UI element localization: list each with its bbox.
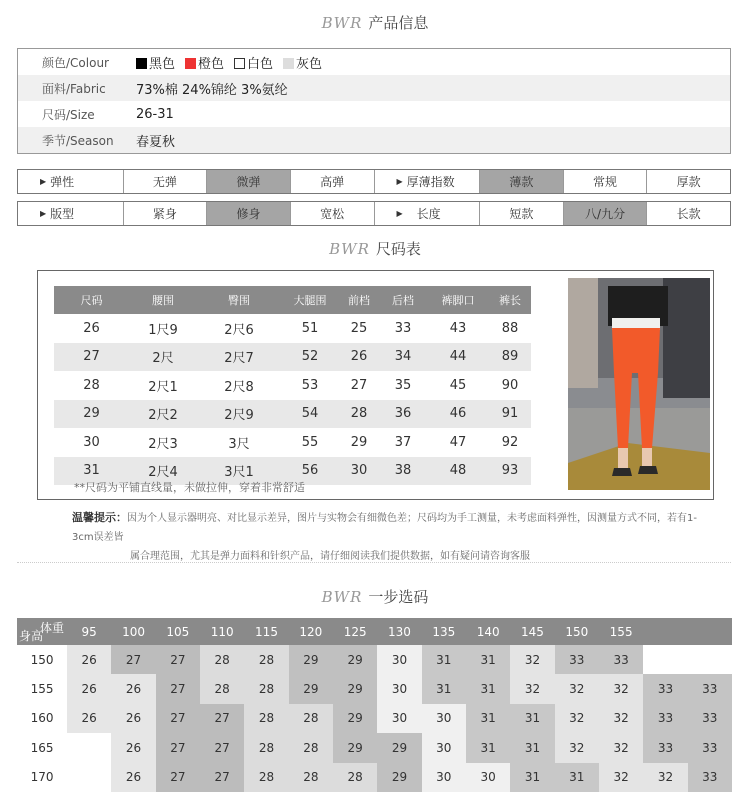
tip-line-1: 因为个人显示器明亮、对比显示差异，图片与实物会有细微色差；尺码均为手工测量，未考虑面料弹性，因测量方式不同，若有1-3cm误差皆 — [72, 513, 697, 543]
colour-swatch — [283, 58, 294, 69]
size-cell: 2尺9 — [197, 400, 281, 429]
season-value: 春夏秋 — [136, 134, 176, 150]
triangle-icon: ▶ — [396, 177, 403, 186]
fit-size-cell: 31 — [555, 763, 599, 792]
product-info-table — [17, 48, 731, 154]
fit-size-cell: 27 — [200, 763, 244, 792]
size-header-cell: 后档 — [379, 286, 427, 314]
fit-weight-cell: 140 — [466, 618, 510, 645]
size-header-cell: 大腿围 — [281, 286, 339, 314]
fit-weight-cell — [688, 618, 732, 645]
fit-size-cell — [643, 645, 687, 674]
size-chart-header — [54, 286, 531, 314]
fit-weight-cell: 110 — [200, 618, 244, 645]
fit-size-cell: 31 — [422, 674, 466, 703]
fit-size-cell: 30 — [377, 704, 421, 733]
fit-size-cell — [67, 733, 111, 762]
colour-item: 白色 — [234, 57, 273, 72]
size-cell: 45 — [449, 377, 467, 393]
size-cell: 2尺7 — [197, 343, 281, 372]
fit-size-cell: 31 — [466, 645, 510, 674]
size-row — [54, 371, 531, 400]
fit-size-cell: 30 — [377, 674, 421, 703]
size-cell: 89 — [489, 343, 531, 372]
fit-size-cell: 28 — [289, 763, 333, 792]
size-cell: 34 — [379, 343, 427, 372]
fit-weight-cell: 125 — [333, 618, 377, 645]
fit-weight-cell — [643, 618, 687, 645]
size-cell: 92 — [501, 434, 519, 450]
fit-size-cell: 27 — [111, 645, 155, 674]
fabric-row — [18, 75, 730, 101]
size-cell: 55 — [301, 434, 319, 450]
fit-row — [17, 763, 732, 792]
fit-row — [17, 674, 732, 703]
fit-size-cell: 28 — [200, 674, 244, 703]
fit-size-cell: 28 — [333, 763, 377, 792]
fit-size-cell: 27 — [156, 674, 200, 703]
attr-option: 无弹 — [124, 170, 208, 193]
attr-option: 宽松 — [291, 202, 375, 225]
fit-header-row — [17, 618, 732, 645]
info-section-title: BWR 产品信息 — [321, 14, 429, 32]
size-header-cell: 尺码 — [54, 286, 129, 314]
fit-size-cell — [688, 645, 732, 674]
attr-row-2 — [17, 201, 731, 226]
size-cell: 30 — [83, 434, 100, 450]
size-header-cell: 腰围 — [129, 286, 197, 314]
size-chart-table — [54, 286, 531, 485]
size-cell: 37 — [394, 434, 412, 450]
size-cell: 28 — [339, 400, 379, 429]
fit-height-cell: 165 — [17, 733, 67, 762]
size-row — [54, 314, 531, 343]
fit-size-cell: 29 — [377, 733, 421, 762]
fit-size-cell: 31 — [422, 645, 466, 674]
size-cell: 47 — [449, 434, 467, 450]
attr-row-1 — [17, 169, 731, 194]
fit-size-cell: 27 — [156, 704, 200, 733]
size-cell: 90 — [501, 377, 519, 393]
fit-size-cell: 26 — [67, 674, 111, 703]
size-cell: 2尺1 — [148, 379, 178, 395]
fit-weight-cell: 105 — [156, 618, 200, 645]
colour-swatch — [136, 58, 147, 69]
fit-size-cell: 28 — [244, 645, 288, 674]
fit-size-cell: 28 — [289, 733, 333, 762]
fit-height-cell: 155 — [17, 674, 67, 703]
fit-row — [17, 704, 732, 733]
triangle-icon: ▶ — [40, 209, 47, 218]
fit-size-cell: 31 — [510, 704, 554, 733]
attr-option: 厚款 — [676, 175, 701, 189]
colour-item: 黑色 — [136, 57, 175, 72]
fit-size-cell: 28 — [244, 733, 288, 762]
size-cell: 2尺2 — [129, 400, 197, 429]
fit-size-cell: 26 — [111, 733, 155, 762]
fit-size-cell: 28 — [244, 674, 288, 703]
size-cell: 53 — [301, 377, 319, 393]
fit-corner: 体重 身高 — [17, 618, 67, 645]
fit-section-title: BWR 一步选码 — [321, 588, 429, 606]
fit-weight-cell: 115 — [244, 618, 288, 645]
fit-size-cell: 26 — [111, 704, 155, 733]
size-cell: 38 — [379, 457, 427, 486]
fit-size-cell — [67, 763, 111, 792]
fit-size-cell: 31 — [466, 733, 510, 762]
fit-size-cell: 28 — [289, 704, 333, 733]
size-chart-box — [37, 270, 714, 500]
fit-size-cell: 26 — [111, 763, 155, 792]
fit-size-cell: 33 — [555, 645, 599, 674]
fit-weight-cell: 95 — [67, 618, 111, 645]
size-cell: 25 — [350, 320, 368, 336]
fit-size-cell: 29 — [333, 733, 377, 762]
fit-size-cell: 29 — [333, 645, 377, 674]
triangle-icon: ▶ — [396, 209, 403, 218]
attr-option-selected: 薄款 — [480, 170, 564, 193]
size-cell: 31 — [54, 457, 129, 486]
colour-swatch — [234, 58, 245, 69]
attr-option: 长款 — [676, 207, 701, 221]
fit-size-cell: 33 — [688, 674, 732, 703]
size-cell: 35 — [394, 377, 412, 393]
fit-height-cell: 170 — [17, 763, 67, 792]
fit-size-cell: 32 — [555, 674, 599, 703]
size-cell: 43 — [449, 320, 467, 336]
size-row — [54, 400, 531, 429]
fit-size-cell: 29 — [333, 674, 377, 703]
fit-size-cell: 27 — [200, 733, 244, 762]
fit-size-cell: 29 — [333, 704, 377, 733]
size-cell: 46 — [427, 400, 489, 429]
fit-size-cell: 29 — [377, 763, 421, 792]
attr-option: 高弹 — [291, 170, 375, 193]
fit-size-cell: 32 — [555, 704, 599, 733]
fit-size-cell: 28 — [244, 763, 288, 792]
size-header-cell: 前档 — [339, 286, 379, 314]
fit-size-cell: 33 — [688, 733, 732, 762]
size-cell: 27 — [54, 343, 129, 372]
fit-size-cell: 29 — [289, 645, 333, 674]
size-cell: 3尺1 — [197, 457, 281, 486]
fit-table — [17, 618, 732, 792]
size-cell: 91 — [489, 400, 531, 429]
size-cell: 29 — [54, 400, 129, 429]
attr-option-selected: 修身 — [207, 202, 291, 225]
size-cell: 56 — [281, 457, 339, 486]
fit-row — [17, 733, 732, 762]
size-cell: 26 — [83, 320, 100, 336]
size-cell: 52 — [281, 343, 339, 372]
fit-size-cell: 33 — [643, 674, 687, 703]
size-value: 26-31 — [136, 106, 174, 122]
attr-option-selected: 八/九分 — [564, 202, 648, 225]
fabric-label: 面料/Fabric — [42, 81, 106, 96]
fit-size-cell: 26 — [111, 674, 155, 703]
size-cell: 29 — [350, 434, 368, 450]
size-header-cell: 裤长 — [489, 286, 531, 314]
season-row — [18, 127, 730, 153]
fit-size-cell: 31 — [466, 704, 510, 733]
size-row — [54, 343, 531, 372]
fit-size-cell: 26 — [67, 704, 111, 733]
colour-item: 橙色 — [185, 57, 224, 72]
model-photo — [568, 278, 710, 490]
fit-size-cell: 32 — [599, 763, 643, 792]
fit-size-cell: 33 — [688, 704, 732, 733]
colour-row — [18, 49, 730, 75]
attr-thickness-label: ▶ 厚薄指数 — [375, 170, 481, 193]
fit-size-cell: 33 — [643, 704, 687, 733]
colour-swatch — [185, 58, 196, 69]
fit-size-cell: 32 — [555, 733, 599, 762]
attr-elasticity-label: ▶ 弹性 — [18, 170, 124, 193]
fit-weight-cell: 150 — [555, 618, 599, 645]
fit-size-cell: 30 — [422, 704, 466, 733]
fit-weight-cell: 145 — [510, 618, 554, 645]
attr-option: 短款 — [480, 202, 564, 225]
fit-size-cell: 32 — [599, 733, 643, 762]
fit-size-cell: 30 — [422, 763, 466, 792]
fit-size-cell: 30 — [422, 733, 466, 762]
size-cell: 2尺 — [129, 343, 197, 372]
fit-size-cell: 28 — [244, 704, 288, 733]
size-note: **尺码为平铺直线量，未做拉伸，穿着非常舒适 — [74, 481, 305, 494]
size-cell: 28 — [83, 377, 100, 393]
size-header-cell: 臀围 — [197, 286, 281, 314]
size-cell: 26 — [339, 343, 379, 372]
fit-size-cell: 31 — [466, 674, 510, 703]
fit-size-cell: 30 — [377, 645, 421, 674]
attr-fit-label: ▶ 版型 — [18, 202, 124, 225]
size-cell: 36 — [379, 400, 427, 429]
size-section-title: BWR 尺码表 — [329, 240, 421, 258]
brand-logo: BWR — [321, 14, 363, 32]
colour-item: 灰色 — [283, 57, 322, 72]
fit-size-cell: 32 — [643, 763, 687, 792]
attr-option: 紧身 — [124, 202, 208, 225]
fit-weight-cell: 135 — [422, 618, 466, 645]
fit-size-cell: 33 — [643, 733, 687, 762]
fit-weight-cell: 155 — [599, 618, 643, 645]
size-cell: 27 — [350, 377, 368, 393]
fit-size-cell: 29 — [289, 674, 333, 703]
section-divider — [17, 562, 731, 563]
size-row — [18, 101, 730, 127]
fit-size-cell: 32 — [599, 674, 643, 703]
fit-size-cell: 28 — [200, 645, 244, 674]
tip-label: 温馨提示： — [72, 511, 127, 524]
fit-size-cell: 32 — [599, 704, 643, 733]
fit-size-cell: 27 — [156, 763, 200, 792]
size-cell: 51 — [301, 320, 319, 336]
size-cell: 2尺3 — [148, 436, 178, 452]
colour-label: 颜色/Colour — [42, 55, 109, 70]
fit-weight-cell: 100 — [111, 618, 155, 645]
attr-length-label: ▶ 长度 — [375, 202, 481, 225]
size-cell: 2尺4 — [129, 457, 197, 486]
fit-row — [17, 645, 732, 674]
tip-line-2: 属合理范围，尤其是弹力面料和针织产品，请仔细阅读我们提供数据，如有疑问请咨询客服 — [130, 551, 530, 562]
attr-option: 常规 — [564, 170, 648, 193]
fit-size-cell: 27 — [200, 704, 244, 733]
size-cell: 1尺9 — [148, 322, 178, 338]
size-cell: 88 — [501, 320, 519, 336]
size-cell: 44 — [427, 343, 489, 372]
fit-weight-cell: 120 — [289, 618, 333, 645]
attr-option-selected: 微弹 — [207, 170, 291, 193]
size-row — [54, 428, 531, 457]
size-cell: 93 — [489, 457, 531, 486]
size-cell: 2尺6 — [224, 322, 254, 338]
triangle-icon: ▶ — [40, 177, 47, 186]
fit-size-cell: 32 — [510, 645, 554, 674]
size-header-cell: 裤脚口 — [427, 286, 489, 314]
fit-size-cell: 31 — [510, 763, 554, 792]
fit-height-cell: 160 — [17, 704, 67, 733]
fit-size-cell: 33 — [599, 645, 643, 674]
fit-size-cell: 27 — [156, 733, 200, 762]
season-label: 季节/Season — [42, 133, 114, 148]
fit-size-cell: 26 — [67, 645, 111, 674]
fit-height-cell: 150 — [17, 645, 67, 674]
size-cell: 3尺 — [228, 436, 250, 452]
fit-size-cell: 30 — [466, 763, 510, 792]
size-cell: 2尺8 — [224, 379, 254, 395]
size-cell: 48 — [427, 457, 489, 486]
size-cell: 30 — [339, 457, 379, 486]
size-label: 尺码/Size — [42, 107, 95, 122]
fabric-value: 73%棉 24%锦纶 3%氨纶 — [136, 82, 288, 98]
fit-size-cell: 27 — [156, 645, 200, 674]
colour-list — [136, 53, 332, 72]
warm-tip — [72, 508, 712, 566]
fit-size-cell: 33 — [688, 763, 732, 792]
fit-size-cell: 32 — [510, 674, 554, 703]
fit-weight-cell: 130 — [377, 618, 421, 645]
fit-size-cell: 31 — [510, 733, 554, 762]
size-cell: 33 — [394, 320, 412, 336]
size-cell: 54 — [281, 400, 339, 429]
